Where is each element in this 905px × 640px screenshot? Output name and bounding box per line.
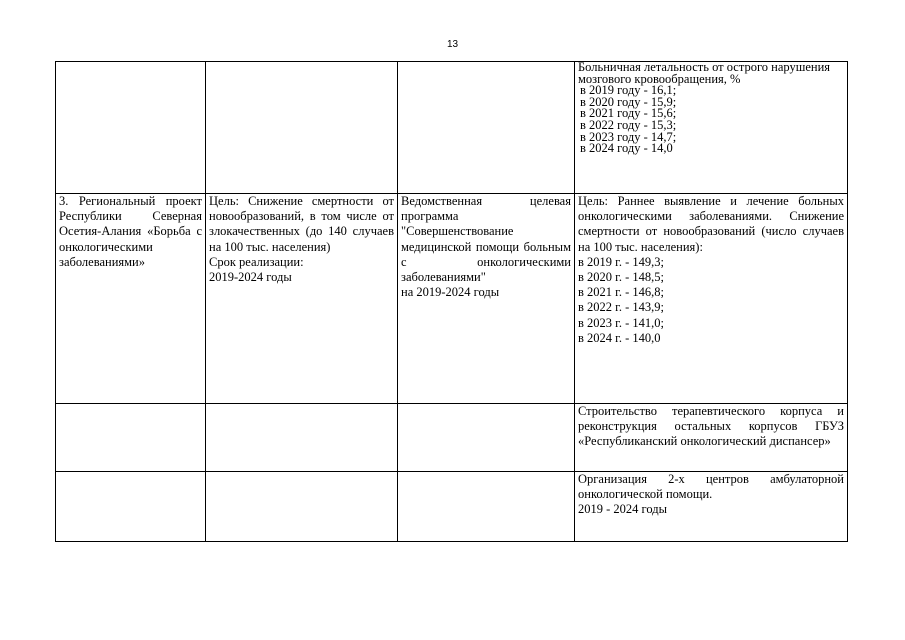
centers-period: 2019 - 2024 годы [578,502,668,517]
value-line: в 2022 году - 15,3; [580,117,677,132]
table-cell-empty [398,472,575,542]
table-cell-empty [56,404,206,472]
term-label: Срок реализации: [209,254,304,269]
table-cell-empty [206,62,398,194]
table-cell-empty [398,404,575,472]
value-line: в 2019 г. - 149,3; [578,254,665,269]
table-cell-empty [206,404,398,472]
stroke-mortality-values [578,85,844,155]
value-line: в 2024 г. - 140,0 [578,330,661,345]
centers-text: Организация 2-х центров амбулаторной онкологической помощи. [578,472,844,502]
target-program-period: на 2019-2024 годы [401,285,500,300]
table-cell-empty [56,62,206,194]
table-cell-empty [206,472,398,542]
term-value: 2019-2024 годы [209,270,292,285]
stroke-mortality-title: Больничная летальность от острого нарушения мозгового кровообращения, % [578,60,831,86]
stroke-mortality-cell [575,62,848,194]
oncology-goal-text: Цель: Раннее выявление и лечение больных онкологическими заболеваниями. Снижение смертности от новообразований (число случаев на 100 тыс. населения): [578,194,844,254]
project-goal-text: Цель: Снижение смертности от новообразований, в том числе от злокачественных (до 140 случаев на 100 тыс. населения) [209,194,394,254]
target-program-text: Ведомственная целевая программа "Совершенствование медицинской помощи больным с онкологическими заболеваниями" [401,194,571,285]
value-line: в 2021 году - 15,6; [580,106,677,121]
target-program-cell [398,194,575,404]
value-line: в 2024 году - 14,0 [580,141,673,156]
page-number: 13 [446,39,459,50]
project-name-cell: 3. Региональный проект Республики Северная Осетия-Алания «Борьба с онкологическими заболеваниями» [56,194,206,404]
value-line: в 2020 году - 15,9; [580,94,677,109]
table-cell-empty [56,472,206,542]
value-line: в 2022 г. - 143,9; [578,300,665,315]
value-line: в 2021 г. - 146,8; [578,285,665,300]
value-line: в 2023 г. - 141,0; [578,315,665,330]
table-cell-empty [398,62,575,194]
centers-cell [575,472,848,542]
value-line: в 2023 году - 14,7; [580,129,677,144]
project-goal-cell [206,194,398,404]
value-line: в 2019 году - 16,1; [580,83,677,98]
program-table [55,61,848,542]
table-row [56,404,848,472]
construction-cell: Строительство терапевтического корпуса и реконструкция остальных корпусов ГБУЗ «Республиканский онкологический диспансер» [575,404,848,472]
oncology-goal-cell [575,194,848,404]
table-row [56,194,848,404]
value-line: в 2020 г. - 148,5; [578,270,665,285]
table-row [56,472,848,542]
oncology-values [578,255,844,346]
table-row [56,62,848,194]
